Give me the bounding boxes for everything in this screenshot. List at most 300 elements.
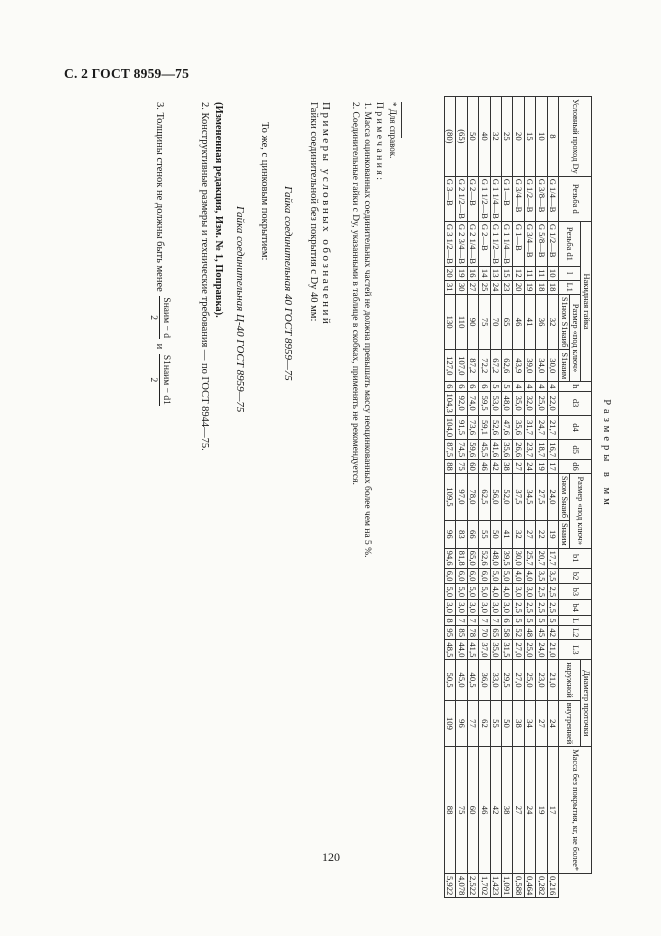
table-cell: 18: [547, 280, 558, 294]
table-cell: 5: [524, 615, 535, 625]
table-cell: 36,0: [479, 660, 490, 700]
table-cell: 2,5: [513, 600, 524, 616]
table-cell: 47,6: [501, 415, 512, 439]
table-cell: 97,0: [456, 473, 467, 520]
note-1: 1. Масса оцинкованных соединительных частей не должна превышать массу неоцинкованных более чем на 5 %.: [362, 102, 372, 558]
table-cell: 32: [547, 294, 558, 350]
table-cell: 20: [513, 280, 524, 294]
table-cell: 33,0: [490, 660, 501, 700]
page-header: С. 2 ГОСТ 8959—75: [64, 66, 190, 81]
table-cell: 45,5: [479, 440, 490, 460]
table-cell: 5: [501, 382, 512, 391]
table-caption: Размеры в мм: [601, 399, 612, 509]
table-cell: 10: [547, 266, 558, 280]
col-b3: b3: [559, 584, 592, 600]
table-cell: 5,0: [490, 568, 501, 584]
table-cell: 21,0: [547, 660, 558, 700]
table-cell: 32: [490, 97, 501, 177]
table-cell: G 2 1/2—B: [456, 176, 467, 221]
table-cell: 4: [536, 382, 547, 391]
table-cell: 34: [524, 700, 535, 746]
table-cell: 25,0: [524, 660, 535, 700]
table-cell: 25: [501, 97, 512, 177]
table-cell: 75: [456, 747, 467, 874]
table-cell: 17: [547, 747, 558, 874]
table-row: [490, 97, 501, 898]
table-cell: 130: [444, 294, 455, 350]
table-row: [536, 97, 547, 898]
col-d4: d4: [559, 415, 592, 439]
table-cell: 2,5: [547, 584, 558, 600]
table-cell: G 5/8—B: [536, 221, 547, 266]
table-cell: 6: [501, 615, 512, 625]
table-cell: 14: [479, 266, 490, 280]
fraction-1-num: Sнаим − d: [161, 297, 171, 338]
table-cell: 3,0: [467, 600, 478, 616]
table-cell: 72,2: [479, 350, 490, 382]
table-cell: 35,0: [490, 640, 501, 660]
table-cell: 17,7: [547, 548, 558, 568]
table-cell: G 1—B: [513, 221, 524, 266]
table-cell: 109: [444, 700, 455, 746]
table-cell: 5,0: [467, 584, 478, 600]
table-cell: 52,6: [479, 548, 490, 568]
col-l1: L1: [559, 280, 581, 294]
table-cell: 55: [479, 521, 490, 549]
table-cell: 4: [547, 382, 558, 391]
table-cell: 38: [501, 460, 512, 474]
table-cell: 75: [456, 460, 467, 474]
table-cell: 5,922: [444, 873, 455, 897]
table-cell: 5,0: [479, 584, 490, 600]
table-cell: G 3/8—B: [536, 176, 547, 221]
table-cell: 35,6: [513, 415, 524, 439]
table-cell: 38: [513, 700, 524, 746]
table-cell: 85: [456, 626, 467, 640]
table-cell: 24,7: [536, 415, 547, 439]
table-cell: G 1 1/4—B: [490, 176, 501, 221]
table-cell: G 3—B: [444, 176, 455, 221]
table-cell: G 3 1/2—B: [444, 221, 455, 266]
paragraph-2: 2. Конструктивные размеры и технические требования — по ГОСТ 8944—75.: [199, 102, 210, 451]
dimensions-table: [444, 96, 592, 898]
table-cell: 48,5: [444, 640, 455, 660]
col-d6: d6: [559, 460, 592, 474]
col-mass: Масса без покрытия, кг, не более*: [559, 747, 592, 874]
col-group-key: Размер «под ключ»: [570, 473, 592, 548]
table-cell: 32,0: [524, 391, 535, 415]
table-cell: 37,0: [479, 640, 490, 660]
table-cell: 4,0: [490, 584, 501, 600]
table-cell: 45: [536, 626, 547, 640]
table-cell: 67,2: [490, 350, 501, 382]
table-cell: 18: [536, 280, 547, 294]
table-cell: 27,0: [513, 640, 524, 660]
fraction-2: [147, 354, 172, 406]
col-b2: b2: [559, 568, 592, 584]
table-cell: 59,5: [479, 391, 490, 415]
table-cell: 42: [547, 626, 558, 640]
table-cell: 29,5: [501, 660, 512, 700]
table-cell: 38: [501, 747, 512, 874]
example-line-2: То же, с цинковым покрытием:: [259, 122, 270, 261]
table-cell: 27,5: [536, 473, 547, 520]
table-cell: 27: [513, 460, 524, 474]
table-cell: 4,078: [456, 873, 467, 897]
col-d5: d5: [559, 440, 592, 460]
footnote: * Для справок.: [388, 102, 398, 159]
table-row: [467, 97, 478, 898]
table-cell: 4,0: [513, 568, 524, 584]
table-cell: 24: [490, 280, 501, 294]
table-cell: 5: [513, 615, 524, 625]
table-cell: 31,7: [524, 415, 535, 439]
table-cell: 7: [456, 615, 467, 625]
col-thread-d: Резьба d: [559, 176, 592, 221]
footnote-rule: [401, 102, 402, 138]
table-cell: 23: [501, 280, 512, 294]
table-cell: G 1/4—B: [547, 176, 558, 221]
table-cell: 0,282: [536, 873, 547, 897]
col-d3: d3: [559, 391, 592, 415]
table-cell: 62,6: [501, 350, 512, 382]
table-cell: 36: [536, 294, 547, 350]
table-cell: 44,0: [456, 640, 467, 660]
table-cell: (65): [456, 97, 467, 177]
table-cell: 31: [444, 280, 455, 294]
table-cell: 65,0: [467, 548, 478, 568]
table-cell: 6,0: [467, 568, 478, 584]
table-cell: 43,9: [513, 350, 524, 382]
col-thread-d1: Резьба d1: [559, 221, 581, 266]
table-cell: 5: [490, 382, 501, 391]
table-cell: 73,6: [467, 415, 478, 439]
col-dy: Условный проход Dy: [559, 97, 592, 177]
col-s1-min: S1наим: [559, 350, 570, 382]
fraction-2-den: 2: [148, 377, 158, 383]
table-cell: 16,7: [547, 440, 558, 460]
table-cell: 52,6: [490, 415, 501, 439]
table-cell: 3,0: [513, 584, 524, 600]
table-cell: 5,0: [456, 584, 467, 600]
table-cell: 19: [536, 460, 547, 474]
table-cell: G 1 1/2—B: [490, 221, 501, 266]
table-cell: 53,0: [490, 391, 501, 415]
col-L2: L2: [559, 626, 592, 640]
table-cell: 27: [524, 521, 535, 549]
example-line-1: Гайки соединительной без покрытия с Dy 40 мм:: [308, 102, 319, 322]
table-cell: 48: [524, 626, 535, 640]
table-row: [513, 97, 524, 898]
table-cell: 78: [467, 626, 478, 640]
table-cell: 35,6: [501, 440, 512, 460]
table-cell: 48,0: [501, 391, 512, 415]
table-cell: 37,5: [513, 473, 524, 520]
table-cell: 22: [536, 521, 547, 549]
table-cell: 0,464: [524, 873, 535, 897]
table-cell: 23,7: [524, 440, 535, 460]
table-cell: 55: [490, 700, 501, 746]
table-body: [444, 97, 558, 898]
table-cell: 52: [513, 626, 524, 640]
table-cell: 50: [467, 97, 478, 177]
table-cell: 25: [479, 280, 490, 294]
table-cell: 35,0: [513, 391, 524, 415]
table-cell: 1,702: [479, 873, 490, 897]
table-cell: 41: [524, 294, 535, 350]
conjunction: и: [154, 343, 166, 350]
table-cell: 19: [547, 521, 558, 549]
table-cell: 11: [524, 266, 535, 280]
table-cell: 59,6: [467, 440, 478, 460]
table-cell: 22,0: [547, 391, 558, 415]
table-cell: 39,5: [501, 548, 512, 568]
table-row: [547, 97, 558, 898]
fraction-1-den: 2: [148, 315, 158, 321]
table-cell: 107,0: [456, 350, 467, 382]
table-cell: 5: [547, 615, 558, 625]
table-cell: 3,0: [490, 600, 501, 616]
table-cell: G 2 1/4—B: [467, 221, 478, 266]
table-cell: 96: [456, 700, 467, 746]
table-cell: 6: [444, 382, 455, 391]
table-cell: 56,0: [490, 473, 501, 520]
example-designation-1: Гайка соединительная 40 ГОСТ 8959—75: [282, 186, 294, 381]
table-cell: 7: [490, 615, 501, 625]
table-cell: 94,6: [444, 548, 455, 568]
table-cell: 19: [536, 747, 547, 874]
table-cell: 24,0: [536, 640, 547, 660]
table-cell: 41,6: [490, 440, 501, 460]
table-cell: 3,0: [456, 600, 467, 616]
table-cell: 26,6: [513, 440, 524, 460]
table-cell: 21,7: [547, 415, 558, 439]
table-cell: 27: [536, 700, 547, 746]
table-cell: 41,5: [467, 640, 478, 660]
table-cell: 3,0: [501, 600, 512, 616]
table-cell: 10: [536, 97, 547, 177]
table-cell: 42: [490, 747, 501, 874]
table-cell: 78,0: [467, 473, 478, 520]
table-cell: 30,0: [547, 350, 558, 382]
table-cell: 6,0: [444, 568, 455, 584]
table-cell: 39,0: [524, 350, 535, 382]
table-cell: 20: [444, 266, 455, 280]
col-b1: b1: [559, 548, 592, 568]
table-cell: 66: [467, 521, 478, 549]
table-cell: 110: [456, 294, 467, 350]
table-cell: 30,0: [513, 548, 524, 568]
table-cell: 18,7: [536, 440, 547, 460]
table-cell: 109,5: [444, 473, 455, 520]
table-cell: 40: [479, 97, 490, 177]
table-cell: 20: [513, 97, 524, 177]
table-cell: 65: [501, 294, 512, 350]
table-cell: 5,0: [444, 584, 455, 600]
table-cell: G 1/2—B: [524, 176, 535, 221]
table-cell: 40,5: [467, 660, 478, 700]
table-cell: 24,0: [547, 473, 558, 520]
table-cell: 87,2: [467, 350, 478, 382]
table-cell: 70: [479, 626, 490, 640]
table-cell: 3,0: [524, 584, 535, 600]
table-cell: 30: [456, 280, 467, 294]
table-cell: 46: [479, 460, 490, 474]
table-cell: G 2—B: [479, 221, 490, 266]
table-cell: 0,588: [513, 873, 524, 897]
examples-title: Примеры условных обозначений: [320, 102, 332, 327]
table-cell: 60: [467, 747, 478, 874]
table-cell: G 2—B: [467, 176, 478, 221]
col-diam-inner: внутренней: [559, 700, 581, 746]
table-cell: 25,0: [536, 391, 547, 415]
table-cell: 20,7: [536, 548, 547, 568]
table-cell: 88: [444, 460, 455, 474]
table-cell: 50,5: [444, 660, 455, 700]
table-cell: 16: [467, 266, 478, 280]
table-cell: G 1—B: [501, 176, 512, 221]
fraction-1: [147, 296, 172, 339]
table-cell: 1,091: [501, 873, 512, 897]
table-cell: 46: [479, 747, 490, 874]
table-cell: 75: [479, 294, 490, 350]
table-cell: 2,5: [547, 600, 558, 616]
table-cell: 104,0: [444, 415, 455, 439]
table-cell: 91,5: [456, 415, 467, 439]
table-cell: (80): [444, 97, 455, 177]
table-cell: 81,8: [456, 548, 467, 568]
col-L: L: [559, 615, 592, 625]
table-cell: 34,5: [524, 473, 535, 520]
table-cell: 2,5: [524, 600, 535, 616]
table-cell: 3,5: [547, 568, 558, 584]
table-cell: 8: [444, 615, 455, 625]
table-cell: 60: [467, 460, 478, 474]
table-cell: 3,0: [479, 600, 490, 616]
table-cell: 27: [513, 747, 524, 874]
table-cell: G 2 3/4—B: [456, 221, 467, 266]
table-cell: 4,0: [501, 584, 512, 600]
table-cell: 3,5: [536, 568, 547, 584]
table-cell: 70: [490, 294, 501, 350]
table-cell: 19: [524, 280, 535, 294]
table-cell: 6: [467, 382, 478, 391]
table-cell: 27,0: [513, 660, 524, 700]
table-cell: 6,0: [456, 568, 467, 584]
col-b4: b4: [559, 600, 592, 616]
table-cell: 5,0: [501, 568, 512, 584]
table-cell: 31,5: [501, 640, 512, 660]
table-cell: 27: [467, 280, 478, 294]
col-group-nut: Накидная гайка: [581, 221, 592, 381]
fraction-2-num: S1наим − d1: [161, 354, 171, 405]
table-cell: 7: [479, 615, 490, 625]
table-cell: 4: [513, 382, 524, 391]
col-group-diam: Диаметр проточки: [581, 660, 592, 747]
col-group-key-nut: Размер «под ключ»: [570, 294, 581, 381]
table-cell: 12: [513, 266, 524, 280]
table-cell: G 3/4—B: [524, 221, 535, 266]
table-cell: 15: [524, 97, 535, 177]
note-2: 2. Соединительные гайки с Dy, указанными в таблице в скобках, применять не рекомендуется.: [350, 102, 360, 485]
table-cell: 23,0: [536, 660, 547, 700]
table-cell: 6: [479, 382, 490, 391]
table-cell: 24: [524, 747, 535, 874]
col-s-nom: Sном Sнаиб: [559, 473, 570, 520]
table-cell: 88: [444, 747, 455, 874]
table-row: [456, 97, 467, 898]
table-cell: 87,5: [444, 440, 455, 460]
table-cell: 3,0: [444, 600, 455, 616]
table-cell: 48,0: [490, 548, 501, 568]
table-cell: G 1/2—B: [547, 221, 558, 266]
col-h: h: [559, 382, 592, 391]
table-cell: 2,5: [536, 600, 547, 616]
notes-title: Примечания:: [374, 102, 384, 183]
table-cell: 0,216: [547, 873, 558, 897]
table-cell: G 1 1/4—B: [501, 221, 512, 266]
col-diam-outer: наружной: [559, 660, 581, 700]
table-cell: 41: [501, 521, 512, 549]
table-cell: 104,3: [444, 391, 455, 415]
col-s-min: Sнаим: [559, 521, 570, 549]
table-cell: 65: [490, 626, 501, 640]
table-cell: 11: [536, 266, 547, 280]
example-designation-2: Гайка соединительная Ц-40 ГОСТ 8959—75: [234, 206, 246, 413]
table-cell: 127,0: [444, 350, 455, 382]
table-row: [501, 97, 512, 898]
table-cell: 24: [524, 460, 535, 474]
table-cell: 50: [501, 700, 512, 746]
paragraph-3-text: 3. Толщины стенок не должны быть менее: [154, 102, 166, 292]
table-cell: 74,0: [467, 391, 478, 415]
table-row: [479, 97, 490, 898]
table-cell: 58: [501, 626, 512, 640]
table-cell: 4,0: [524, 568, 535, 584]
table-cell: 62,5: [479, 473, 490, 520]
table-row: [524, 97, 535, 898]
page-number: 120: [322, 850, 340, 864]
table-cell: 62: [479, 700, 490, 746]
col-L3: L3: [559, 640, 592, 660]
table-cell: 13: [490, 266, 501, 280]
table-cell: 24: [547, 700, 558, 746]
table-cell: 74,5: [456, 440, 467, 460]
table-cell: 77: [467, 700, 478, 746]
table-cell: 59,1: [479, 415, 490, 439]
table-cell: 21,0: [547, 640, 558, 660]
table-cell: 90: [467, 294, 478, 350]
table-cell: 52,0: [501, 473, 512, 520]
table-cell: 25,0: [524, 640, 535, 660]
table-cell: 95: [444, 626, 455, 640]
table-row: [444, 97, 455, 898]
col-l: l: [559, 266, 581, 280]
edition-note: (Измененная редакция, Изм. № 1, Поправка).: [213, 102, 224, 318]
col-s1-nom: S1ном S1наиб: [559, 294, 570, 350]
table-cell: 2,5: [536, 584, 547, 600]
table-cell: 25,7: [524, 548, 535, 568]
table-cell: 6,0: [479, 568, 490, 584]
table-cell: 19: [456, 266, 467, 280]
table-cell: 92,0: [456, 391, 467, 415]
table-cell: 6: [456, 382, 467, 391]
paragraph-3: [147, 102, 172, 408]
table-cell: 2,522: [467, 873, 478, 897]
table-cell: G 1 1/2—B: [479, 176, 490, 221]
table-cell: 83: [456, 521, 467, 549]
table-cell: 8: [547, 97, 558, 177]
